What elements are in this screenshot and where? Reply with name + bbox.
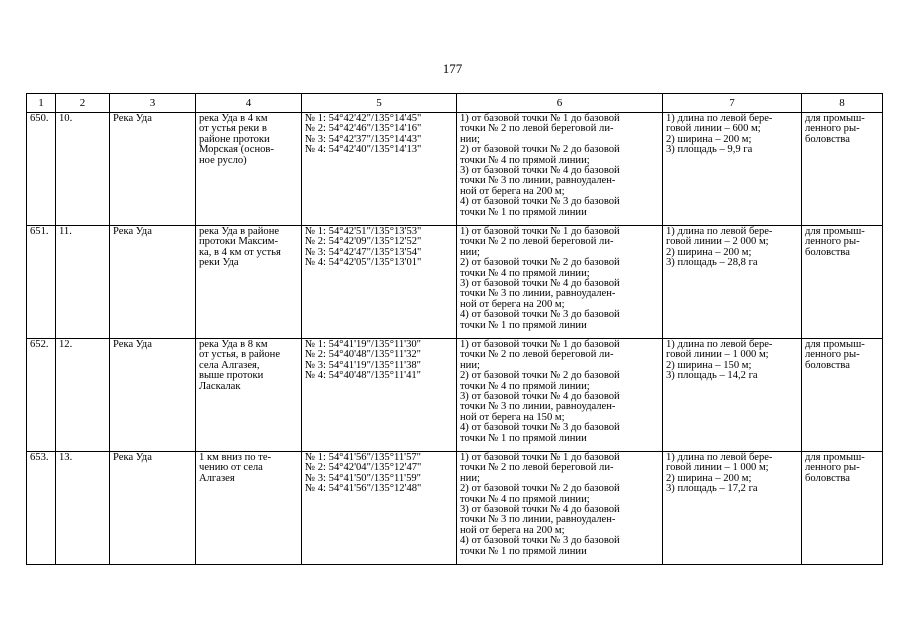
cell-text-line: чению от села xyxy=(199,462,263,474)
coordinates-cell xyxy=(302,452,457,565)
purpose-lines xyxy=(805,340,879,371)
cell-text-line: точки № 3 по линии, равноудален- xyxy=(460,514,616,526)
cell-text-line: 3) площадь – 17,2 га xyxy=(666,483,758,495)
cell-text-line: 3) от базовой точки № 4 до базовой xyxy=(460,278,620,290)
cell-text-line: № 2: 54°42'09"/135°12'52" xyxy=(305,236,422,248)
cell-text-line: от устья реки в xyxy=(199,123,267,135)
table-header xyxy=(27,94,883,113)
cell-text-line: нии; xyxy=(460,133,480,145)
cell-text-line: № 4: 54°40'48"/135°11'41" xyxy=(305,370,421,382)
row-number-cell: 652. xyxy=(27,339,56,452)
cell-text-line: говой линии – 1 000 м; xyxy=(666,462,769,474)
cell-text-line: точки № 1 по прямой линии xyxy=(460,545,587,557)
boundary-description-lines xyxy=(460,453,659,557)
purpose-cell xyxy=(802,339,883,452)
cell-text-line: ленного ры- xyxy=(805,236,860,248)
item-number-cell: 10. xyxy=(56,113,110,226)
cell-text-line: боловства xyxy=(805,359,850,371)
purpose-cell xyxy=(802,113,883,226)
cell-text-line: нии; xyxy=(460,472,480,484)
cell-text-line: 2) от базовой точки № 2 до базовой xyxy=(460,257,620,269)
cell-text-line: точки № 1 по прямой линии xyxy=(460,319,587,331)
cell-text-line: точки № 2 по левой береговой ли- xyxy=(460,462,614,474)
cell-text-line: для промыш- xyxy=(805,226,865,237)
location-cell xyxy=(196,452,302,565)
cell-text-line: нии; xyxy=(460,246,480,258)
cell-text-line: № 3: 54°41'50"/135°11'59" xyxy=(305,472,421,484)
page-number: 177 xyxy=(442,61,463,76)
dimensions-lines xyxy=(666,227,798,269)
location-lines xyxy=(199,453,298,484)
location-lines xyxy=(199,114,298,166)
cell-text-line: № 3: 54°42'37"/135°14'43" xyxy=(305,133,422,145)
cell-text-line: № 4: 54°42'40"/135°14'13" xyxy=(305,144,422,156)
cell-text-line: 2) от базовой точки № 2 до базовой xyxy=(460,144,620,156)
boundary-description-lines xyxy=(460,114,659,218)
location-cell xyxy=(196,339,302,452)
cell-text-line: 1 км вниз по те- xyxy=(199,452,272,463)
boundary-description-cell xyxy=(457,339,663,452)
cell-text-line: № 2: 54°42'04"/135°12'47" xyxy=(305,462,422,474)
cell-text-line: боловства xyxy=(805,472,850,484)
coordinates-lines xyxy=(305,114,453,156)
location-cell xyxy=(196,226,302,339)
cell-text-line: точки № 2 по левой береговой ли- xyxy=(460,123,614,135)
header-col-8: 8 xyxy=(802,94,883,113)
boundary-description-lines xyxy=(460,340,659,444)
cell-text-line: 3) площадь – 28,8 га xyxy=(666,257,758,269)
cell-text-line: районе протоки xyxy=(199,133,270,145)
purpose-lines xyxy=(805,114,879,145)
dimensions-lines xyxy=(666,453,798,495)
cell-text-line: точки № 2 по левой береговой ли- xyxy=(460,236,614,248)
cell-text-line: № 1: 54°42'51"/135°13'53" xyxy=(305,226,422,237)
cell-text-line: говой линии – 600 м; xyxy=(666,123,761,135)
cell-text-line: 1) от базовой точки № 1 до базовой xyxy=(460,226,620,237)
cell-text-line: 2) ширина – 150 м; xyxy=(666,359,752,371)
cell-text-line: 2) ширина – 200 м; xyxy=(666,472,752,484)
water-body-cell: Река Уда xyxy=(110,339,196,452)
cell-text-line: точки № 3 по линии, равноудален- xyxy=(460,288,616,300)
cell-text-line: ной от берега на 200 м; xyxy=(460,524,565,536)
coordinates-lines xyxy=(305,340,453,382)
cell-text-line: для промыш- xyxy=(805,452,865,463)
row-number-cell: 651. xyxy=(27,226,56,339)
cell-text-line: точки № 3 по линии, равноудален- xyxy=(460,175,616,187)
cell-text-line: ка, в 4 км от устья xyxy=(199,246,281,258)
location-lines xyxy=(199,340,298,392)
location-cell xyxy=(196,113,302,226)
cell-text-line: ной от берега на 200 м; xyxy=(460,185,565,197)
cell-text-line: боловства xyxy=(805,246,850,258)
boundary-description-cell xyxy=(457,452,663,565)
cell-text-line: точки № 4 по прямой линии; xyxy=(460,380,590,392)
table-row xyxy=(27,113,883,226)
cell-text-line: № 1: 54°42'42"/135°14'45" xyxy=(305,113,422,124)
cell-text-line: 3) площадь – 9,9 га xyxy=(666,144,753,156)
boundary-description-cell xyxy=(457,226,663,339)
cell-text-line: ленного ры- xyxy=(805,123,860,135)
cell-text-line: 4) от базовой точки № 3 до базовой xyxy=(460,196,620,208)
cell-text-line: № 3: 54°41'19"/135°11'38" xyxy=(305,359,421,371)
item-number-cell: 12. xyxy=(56,339,110,452)
row-number-cell: 653. xyxy=(27,452,56,565)
cell-text-line: 1) от базовой точки № 1 до базовой xyxy=(460,452,620,463)
header-col-3: 3 xyxy=(110,94,196,113)
dimensions-lines xyxy=(666,340,798,382)
cell-text-line: 1) длина по левой бере- xyxy=(666,113,773,124)
header-row xyxy=(27,94,883,113)
cell-text-line: ленного ры- xyxy=(805,462,860,474)
cell-text-line: 3) от базовой точки № 4 до базовой xyxy=(460,504,620,516)
cell-text-line: выше протоки xyxy=(199,370,264,382)
dimensions-lines xyxy=(666,114,798,156)
cell-text-line: 1) от базовой точки № 1 до базовой xyxy=(460,113,620,124)
cell-text-line: точки № 4 по прямой линии; xyxy=(460,493,590,505)
dimensions-cell xyxy=(663,226,802,339)
cell-text-line: ленного ры- xyxy=(805,349,860,361)
cell-text-line: 3) от базовой точки № 4 до базовой xyxy=(460,165,620,177)
cell-text-line: протоки Максим- xyxy=(199,236,278,248)
cell-text-line: река Уда в 4 км xyxy=(199,113,268,124)
dimensions-cell xyxy=(663,113,802,226)
cell-text-line: точки № 4 по прямой линии; xyxy=(460,267,590,279)
cell-text-line: боловства xyxy=(805,133,850,145)
water-body-cell: Река Уда xyxy=(110,226,196,339)
coordinates-lines xyxy=(305,227,453,269)
cell-text-line: 2) от базовой точки № 2 до базовой xyxy=(460,483,620,495)
header-col-6: 6 xyxy=(457,94,663,113)
cell-text-line: ное русло) xyxy=(199,154,247,166)
header-col-4: 4 xyxy=(196,94,302,113)
cell-text-line: ной от берега на 150 м; xyxy=(460,411,565,423)
coordinates-lines xyxy=(305,453,453,495)
cell-text-line: точки № 1 по прямой линии xyxy=(460,432,587,444)
item-number-cell: 13. xyxy=(56,452,110,565)
table-row xyxy=(27,339,883,452)
cell-text-line: точки № 3 по линии, равноудален- xyxy=(460,401,616,413)
table-row xyxy=(27,452,883,565)
cell-text-line: 2) ширина – 200 м; xyxy=(666,133,752,145)
cell-text-line: Морская (основ- xyxy=(199,144,274,156)
cell-text-line: 4) от базовой точки № 3 до базовой xyxy=(460,309,620,321)
coordinates-cell xyxy=(302,113,457,226)
fishing-areas-table xyxy=(26,93,883,565)
cell-text-line: № 1: 54°41'19"/135°11'30" xyxy=(305,339,421,350)
water-body-cell: Река Уда xyxy=(110,452,196,565)
purpose-lines xyxy=(805,453,879,484)
purpose-lines xyxy=(805,227,879,258)
cell-text-line: реки Уда xyxy=(199,257,239,269)
table-body xyxy=(27,113,883,565)
cell-text-line: от устья, в районе xyxy=(199,349,281,361)
cell-text-line: № 1: 54°41'56"/135°11'57" xyxy=(305,452,421,463)
cell-text-line: 1) от базовой точки № 1 до базовой xyxy=(460,339,620,350)
cell-text-line: Ласкалак xyxy=(199,380,241,392)
cell-text-line: для промыш- xyxy=(805,113,865,124)
boundary-description-cell xyxy=(457,113,663,226)
coordinates-cell xyxy=(302,339,457,452)
cell-text-line: № 4: 54°42'05"/135°13'01" xyxy=(305,257,422,269)
item-number-cell: 11. xyxy=(56,226,110,339)
location-lines xyxy=(199,227,298,269)
cell-text-line: 3) площадь – 14,2 га xyxy=(666,370,758,382)
cell-text-line: говой линии – 2 000 м; xyxy=(666,236,769,248)
cell-text-line: нии; xyxy=(460,359,480,371)
header-col-7: 7 xyxy=(663,94,802,113)
cell-text-line: 2) ширина – 200 м; xyxy=(666,246,752,258)
table-row xyxy=(27,226,883,339)
cell-text-line: для промыш- xyxy=(805,339,865,350)
cell-text-line: 4) от базовой точки № 3 до базовой xyxy=(460,422,620,434)
purpose-cell xyxy=(802,226,883,339)
header-col-1: 1 xyxy=(27,94,56,113)
dimensions-cell xyxy=(663,339,802,452)
purpose-cell xyxy=(802,452,883,565)
cell-text-line: № 4: 54°41'56"/135°12'48" xyxy=(305,483,422,495)
cell-text-line: 1) длина по левой бере- xyxy=(666,339,773,350)
cell-text-line: река Уда в районе xyxy=(199,226,280,237)
cell-text-line: 3) от базовой точки № 4 до базовой xyxy=(460,391,620,403)
cell-text-line: точки № 1 по прямой линии xyxy=(460,206,587,218)
water-body-cell: Река Уда xyxy=(110,113,196,226)
header-col-2: 2 xyxy=(56,94,110,113)
cell-text-line: Алгазея xyxy=(199,472,235,484)
cell-text-line: 1) длина по левой бере- xyxy=(666,452,773,463)
cell-text-line: говой линии – 1 000 м; xyxy=(666,349,769,361)
dimensions-cell xyxy=(663,452,802,565)
cell-text-line: 2) от базовой точки № 2 до базовой xyxy=(460,370,620,382)
cell-text-line: 1) длина по левой бере- xyxy=(666,226,773,237)
row-number-cell: 650. xyxy=(27,113,56,226)
cell-text-line: № 2: 54°40'48"/135°11'32" xyxy=(305,349,421,361)
cell-text-line: точки № 4 по прямой линии; xyxy=(460,154,590,166)
cell-text-line: точки № 2 по левой береговой ли- xyxy=(460,349,614,361)
cell-text-line: № 2: 54°42'46"/135°14'16" xyxy=(305,123,422,135)
cell-text-line: река Уда в 8 км xyxy=(199,339,268,350)
coordinates-cell xyxy=(302,226,457,339)
cell-text-line: села Алгазея, xyxy=(199,359,260,371)
boundary-description-lines xyxy=(460,227,659,331)
cell-text-line: 4) от базовой точки № 3 до базовой xyxy=(460,535,620,547)
cell-text-line: № 3: 54°42'47"/135°13'54" xyxy=(305,246,422,258)
header-col-5: 5 xyxy=(302,94,457,113)
cell-text-line: ной от берега на 200 м; xyxy=(460,298,565,310)
